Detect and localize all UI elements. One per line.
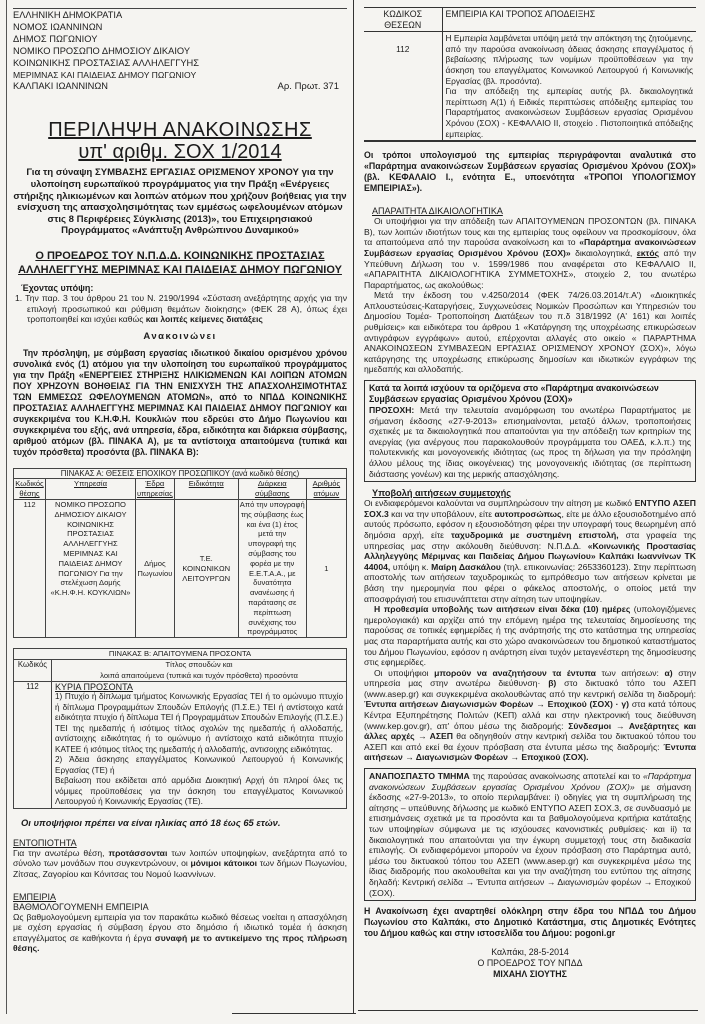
text: και να την υποβάλουν, είτε [388,508,495,519]
table-a-header: Κωδικός θέσης [15,479,44,499]
table-a-header: Ειδικότητα [174,479,238,500]
divider [358,1010,698,1011]
table-row [364,32,696,141]
cell-persons: 1 [306,500,346,638]
submission-heading: Υποβολή αιτήσεων συμμετοχής [372,488,512,499]
experience-subheading: ΒΑΘΜΟΛΟΓΟΥΜΕΝΗ ΕΜΠΕΙΡΙΑ [13,901,149,912]
having-regard-item [13,293,347,325]
text: στην υπηρεσία μας στην ανωτέρω διεύθυνση· [364,667,696,689]
detachable-text [369,771,691,898]
text-bold: μόνιμοι κάτοικοι [190,858,257,869]
text: των δήμων Πωγωνίου, Ζίτσας, Ζαγορίου και Κόνιτσας του Νομού Ιωαννίνων. [13,858,347,880]
table-a [13,468,347,639]
header-line: ΚΑΛΠΑΚΙ ΙΩΑΝΝΙΝΩΝ [13,81,109,92]
text-italic: «Παράρτημα ανακοινώσεων Συμβάσεων εργασίας Ορισμένου Χρόνου (ΣΟΧ)» [369,771,691,792]
table-b-header-title [52,660,347,681]
header-title-line: λοιπά απαιτούμενα (τυπικά και τυχόν πρόσθετα) προσόντα [100,670,298,680]
posted-note: Η Ανακοίνωση έχει αναρτηθεί ολόκληρη στην έδρα του ΝΠΔΔ του Δήμου Πωγωνίου στο Καλπάκι, στο Δημοτικό Κατάστημα, στις Δημοτικές Ενότητες του Δήμου καθώς και στην ιστοσελίδα του Δήμου: pogoni.gr [364,906,696,939]
notice-box [364,380,696,482]
text: υπόψη κ. [390,561,432,572]
requirement-1: 1) Πτυχίο ή δίπλωμα τμήματος Κοινωνικής Εργασίας ΤΕΙ ή το ομώνυμο πτυχίο ή δίπλωμα Προγραμμάτων Σπουδών Επιλογής (Π.Σ.Ε.) ΤΕΙ ή αντίστοιχο κατά ειδικότητα πτυχίο ή δίπλωμα ΤΕΙ ή Προγραμμάτων Σπουδών Επιλογής (Π.Σ.Ε.) ΤΕΙ της ημεδαπής ή ισότιμος τίτλος σχολών της ημεδαπής ή αλλοδαπής, αντίστοιχης ειδικότητας ή το ομώνυμο ή αντίστοιχο κατά ειδικότητα πτυχίο ΚΑΤΕΕ ή ισότιμος τίτλος της ημεδαπής ή αλλοδαπής, αντισοιχης ειδικότητας. [55,692,343,754]
cell-code: 112 [14,681,52,808]
header-line: ΝΟΜΟΣ ΙΩΑΝΝΙΝΩΝ [13,21,103,32]
cell-proof [442,32,696,141]
text-bold: μπορούν να αναζητήσουν τα έντυπα [434,667,596,678]
text: θα οδηγηθούν στην κεντρική σελίδα του δικτυακού τόπου του ΑΣΕΠ και από εκεί θα έχουν πρόσβαση στα έντυπα μέσω της διαδρομής: [364,731,696,752]
text: στα γραφεία της υπηρεσίας μας στην ακόλουθη διεύθυνση: Ν.Π.Δ.Δ. [364,529,696,551]
table-row [14,500,347,638]
having-regard-label: Έχοντας υπόψη: [21,282,94,293]
age-note: Οι υποψήφιοι πρέπει να είναι ηλικίας από 18 έως 65 ετών. [21,816,281,828]
table-row [14,681,347,808]
text: Ως βαθμολογούμενη εμπειρία για τον παρακάτω κωδικό θέσεως νοείται η απασχόληση με σχέση εργασίας ή σύμβαση έργου στο δημόσιο ή ιδιωτικό τομέα ή άσκηση επαγγέλματος σε καθήκοντα ή έργα [13,911,347,943]
text: από την Υπεύθυνη Δήλωση του ν. 1599/1986 που αναφέρεται στο ΚΕΦΑΛΑΙΟ ΙΙ, «ΑΠΑΡΑΙΤΗΤΑ ΔΙΚΑΙΟΛΟΓΗΤΙΚΑ ΣΥΜΜΕΤΟΧΗΣ», στοιχείο 2, του ανωτέρω Παραρτήματος, ως ακολούθως: [364,247,696,290]
table-a-header: Διάρκεια σύμβασης [238,479,306,500]
experience-table-header-code: ΚΩΔΙΚΟΣ ΘΕΣΕΩΝ [364,8,442,32]
text: στα κατά τόπους Κέντρα Εξυπηρέτησης Πολιτών (ΚΕΠ) αλλά και στην ηλεκτρονική τους διεύθυνση (www.kep.gov.gr), απ' όπου μέσω της διαδρομής: [364,699,696,731]
proof-text: Για την απόδειξη της εμπειρίας αυτής βλ. δικαιολογητικά περίπτωση Α(1) ή Ειδικές περιπτώσεις απόδειξης εμπειρίας του Παραρτήματος ανακοινώσεων Συμβάσεων εργασίας Ορισμένου Χρόνου (ΣΟΧ) - ΚΕΦΑΛΑΙΟ ΙΙ, στοιχείο . Πιστοποιητικά απόδειξης εμπειρίας. [445,86,693,139]
table-a-header: Έδρα υπηρεσίας [137,479,173,499]
notice-heading: Κατά τα λοιπά ισχύουν τα οριζόμενα στο «Παράρτημα ανακοινώσεων Συμβάσεων εργασίας Ορισμένου Χρόνου (ΣΟΧ)» [369,383,659,405]
text-bold: προτάσσονται [108,847,168,858]
submission-paragraph-3 [364,668,696,763]
left-column [6,0,354,1014]
experience-text [13,912,347,954]
requirement-3: Βεβαίωση που εκδίδεται από αρμόδια Διοικητική Αρχή ότι πληροί όλες τις νόμιμες προϋποθέσεις για την άσκηση του επαγγέλματος Κοινωνικού Λειτουργού ή Κοινωνικής Εργασίας (ΤΕ). [55,776,343,807]
signatory-name: ΜΙΧΑΗΛ ΣΙΟΥΤΗΣ [493,969,567,980]
calc-methods: Οι τρόποι υπολογισμού της εμπειρίας περιγράφονται αναλυτικά στο «Παράρτημα ανακοινώσεων Συμβάσεων εργασίας Ορισμένου Χρόνου (ΣΟΧ)» (βλ. ΚΕΦΑΛΑΙΟ Ι., ενότητα Ε., υποενότητα «ΤΡΟΠΟΙ ΥΠΟΛΟΓΙΣΜΟΥ ΕΜΠΕΙΡΙΑΣ»). [364,150,696,194]
table-b-caption: ΠΙΝΑΚΑΣ Β: ΑΠΑΙΤΟΥΜΕΝΑ ΠΡΟΣΟΝΤΑ [14,649,347,660]
signature-block [364,947,696,980]
text: (υπολογιζόμενες ημερολογιακά) και αρχίζει από την επόμενη ημέρα της τελευταίας δημοσίευσης της παρούσας σε τοπικές εφημερίδες ή της ανάρτησής της στο κατάστημα της υπηρεσίας μας στα παραρτήματα αυτής και στο χώρο ανακοινώσεων του δημοτικού καταστήματος του Δήμου Πωγωνίου, εφόσον η ανάρτηση είναι τυχόν μεταγενέστερη της δημοσίευσης στις εφημερίδες. [364,604,696,668]
text: της παρούσας ανακοίνωσης αποτελεί και το [469,771,643,782]
divider [232,1013,356,1014]
table-b-header-code: Κωδικός [14,660,52,681]
cell-seat: Δήμος Πωγωνίου [136,500,175,638]
text: με σήμανση έκδοσης «27-9-2013», το οποίο περιλαμβάνει: i) οδηγίες για τη συμπλήρωση της αίτησης – υπεύθυνης δήλωσης με κωδικό ΕΝΤΥΠΟ ΑΣΕΠ ΣΟΧ.3, σε συνδυασμό με επισημάνσεις σχετικά με τα προσόντα και τα βαθμολογούμενα κριτήρια κατάταξης των υποψηφίων σύμφωνα με τις ισχύουσες κανονιστικές ρυθμίσεις· και ii) τα δικαιολογητικά που απαιτούνται για την έγκυρη συμμετοχή τους στη διαδικασία επιλογής. Οι ενδιαφερόμενοι μπορούν να έχουν πρόσβαση στο Παράρτημα αυτό, μέσω του δικτυακού τόπου του ΑΣΕΠ (www.asep.gr) και συγκεκριμένα μέσω της ίδιας διαδρομής που ακολουθείται και για την αναζήτηση του εντύπου της αίτησης δηλαδή: Κεντρική σελίδα → Έντυπα αιτήσεων → Διαγωνισμών φορέων → Εποχικού (ΣΟΧ). [369,781,691,898]
detachable-label: ΑΝΑΠΟΣΠΑΣΤΟ ΤΜΗΜΑ [369,771,470,782]
header-line: ΕΛΛΗΝΙΚΗ ΔΗΜΟΚΡΑΤΙΑ [13,10,123,20]
header-line: ΔΗΜΟΣ ΠΩΓΩΝΙΟΥ [13,33,98,44]
locality-text [13,848,347,880]
submission-paragraph-2 [364,604,696,668]
text: Μετά την τελευταία αναμόρφωση του ανωτέρω Παραρτήματος με σήμανση έκδοσης «27-9-2013» επισημαίνονται, μεταξύ άλλων, τροποποιήσεις σχετικές με τα δικαιολογητικά που απαιτούνται για την απόδειξη των κριτηρίων της ανεργίας (για ανέργους που παρακολουθούν προγράμματα του ΟΑΕΔ, κ.λ.π.) της πολυτεκνικής και μονογονεικής ιδιότητας (ως προς τη δήλωση για την πρόσληψη άλλου μέλους της ίδιας οικογένειας) της μονογονεικής ιδιότητας (σε περίπτωση διάστασης γονέων) και της μερικής απασχόλησης. [369,405,691,479]
text-bold: Σύνδεσμοι → Ανεξάρτητες και άλλες αρχές → ΑΣΕΠ [364,720,696,742]
announcement-number: υπ' αριθμ. ΣΟΧ 1/2014 [78,141,282,164]
announcement-title: ΠΕΡΙΛΗΨΗ ΑΝΑΚΟΙΝΩΣΗΣ [48,119,312,142]
header-line: ΚΟΙΝΩΝΙΚΗΣ ΠΡΟΣΤΑΣΙΑΣ ΑΛΛΗΛΕΓΓΥΗΣ [13,57,200,68]
cell-code: 112 [364,32,442,141]
text-bold: συναφή με το αντικείμενο της προς πλήρωση θέσης. [13,932,347,954]
issuer-header [13,8,347,93]
signatory-role: Ο ΠΡΟΕΔΡΟΣ ΤΟΥ ΝΠΔΔ [477,958,583,969]
text-bold: «Παράρτημα ανακοινώσεων Συμβάσεων εργασίας Ορισμένου Χρόνου (ΣΟΧ)» [364,237,696,258]
item-text: 1. Την παρ. 3 του άρθρου 21 του Ν. 2190/1994 «Σύσταση ανεξάρτητης αρχής για την επιλογή προσωπικού και ρύθμιση θεμάτων διοίκησης» (ΦΕΚ 28 Α), όπως έχει τροποποιηθεί και ισχύει καθώς [15,292,347,325]
text-bold: εκτός [636,247,660,258]
main-qualifications-heading: ΚΥΡΙΑ ΠΡΟΣΟΝΤΑ [55,681,133,692]
detachable-section-box [364,768,696,901]
cell-requirements [52,681,347,808]
experience-heading: ΕΜΠΕΙΡΙΑ [13,891,57,902]
hire-paragraph: Την πρόσληψη, με σύμβαση εργασίας ιδιωτικού δικαίου ορισμένου χρόνου συνολικά ενός (1) ατόμου για την υλοποίηση του ευρωπαϊκού προγράμματος για την Πράξη «ΕΝΕΡΓΕΙΕΣ ΣΤΗΡΙΞΗΣ ΗΛΙΚΙΩΜΕΝΩΝ ΚΑΙ ΛΟΙΠΩΝ ΑΤΟΜΩΝ ΠΟΥ ΧΡΗΖΟΥΝ ΒΟΗΘΕΙΑΣ ΓΙΑ ΤΗΝ ΕΝΙΣΧΥΣΗ ΤΗΣ ΑΠΑΣΧΟΛΗΣΙΜΟΤΗΤΑΣ ΤΩΝ ΕΜΜΕΣΩΣ ΩΦΕΛΟΥΜΕΝΩΝ ΑΤΟΜΩΝ», από το ΝΠΔΔ ΚΟΙΝΩΝΙΚΗΣ ΠΡΟΣΤΑΣΙΑΣ ΑΛΛΗΛΕΓΓΥΗΣ ΜΕΡΙΜΝΑΣ ΚΑΙ ΠΑΙΔΕΙΑΣ ΔΗΜΟΥ ΠΩΓΩΝΙΟΥ και συγκεκριμένα του Κ.Η.Φ.Η. Κουκλιών που εδρεύει στο Δήμο Πωγωνίου και συγκεκριμένα του εξής, ανά υπηρεσία, έδρα, ειδικότητα και διάρκεια σύμβασης, αριθμού ατόμων (βλ. ΠΙΝΑΚΑ Α), με τα αντίστοιχα απαιτούμενα (τυπικά και τυχόν πρόσθετα) προσόντα (βλ. ΠΙΝΑΚΑ Β): [13,347,347,457]
cell-duration: Από την υπογραφή της σύμβασης έως και ένα (1) έτος μετά την υπογραφή της σύμβασης του φορέα με την Ε.Ε.Τ.Α.Α., με δυνατότητα ανανέωσης ή παράτασης σε περίπτωση συνέχισης του προγράμματος [239,500,305,637]
item-text-bold: και λοιπές κείμενες διατάξεις [145,314,263,325]
notice-text [369,405,691,479]
text-bold: ΕΝΤΥΠΟ ΑΣΕΠ ΣΟΧ.3 [364,498,696,519]
attention-label: ΠΡΟΣΟΧΗ: [369,405,415,416]
place-date: Καλπάκι, 28-5-2014 [491,947,569,958]
table-b [13,648,347,809]
text-bold: Η προθεσμία υποβολής των αιτήσεων είναι δέκα (10) ημέρες [374,604,631,615]
text: των αιτήσεων: [595,667,665,678]
submission-paragraph-1 [364,498,696,604]
text-bold: αυτοπροσώπως [494,508,562,519]
text-bold: Έντυπα αιτήσεων → Διαγωνισμών Φορέων → Εποχικού (ΣΟΧ). [364,741,696,763]
table-a-header: Υπηρεσία [46,479,136,500]
header-line: ΜΕΡΙΜΝΑΣ ΚΑΙ ΠΑΙΔΕΙΑΣ ΔΗΜΟΥ ΠΩΓΩΝΙΟΥ [13,69,197,80]
documents-paragraph-1 [364,216,696,290]
president-heading: Ο ΠΡΟΕΔΡΟΣ ΤΟΥ Ν.Π.Δ.Δ. ΚΟΙΝΩΝΙΚΗΣ ΠΡΟΣΤΑΣΙΑΣ ΑΛΛΗΛΕΓΓΥΗΣ ΜΕΡΙΜΝΑΣ ΚΑΙ ΠΑΙΔΕΙΑΣ ΔΗΜΟΥ ΠΩΓΩΝΙΟΥ [18,249,342,276]
table-a-header: Αριθμός ατόμων [306,479,346,500]
proof-text: Η Εμπειρία λαμβάνεται υπόψη μετά την απόκτηση της ζητούμενης, από την παρούσα ανακοίνωση άδειας άσκησης επαγγέλματος ή βεβαίωσης πλήρωσης των νομίμων προϋποθέσεων για την άσκηση του επαγγέλματος Κοινωνικού Λειτουργού ή Κοινωνικής Εργασίας (βλ. προσόντα). [445,33,693,86]
text: στο δικτυακό τόπο του ΑΣΕΠ (www.asep.gr) και συγκεκριμένα ακολουθώντας από την κεντρική σελίδα τη διαδρομή: [364,678,696,699]
locality-heading: ΕΝΤΟΠΙΟΤΗΤΑ [13,837,77,848]
text: δικαιολογητικά, [570,247,637,258]
table-a-caption: ΠΙΝΑΚΑΣ Α: ΘΕΣΕΙΣ ΕΠΟΧΙΚΟΥ ΠΡΟΣΩΠΙΚΟΥ (ανά κωδικό θέσης) [14,468,347,479]
text-bold: β) [548,678,557,689]
text-bold: «Κοινωνικής Προστασίας Αλληλεγγύης Μέριμνας και Παιδείας Δήμου Πωγωνίου» Καλπάκι Ιωαννίνων ΤΚ 44004, [364,540,696,572]
requirement-2: 2) Άδεια άσκησης επαγγέλματος Κοινωνικού Λειτουργού ή Κοινωνικής Εργασίας (ΤΕ) ή [55,755,343,775]
text: (τηλ. επικοινωνίας: 2653360123). Στην περίπτωση αποστολής των αιτήσεων ταχυδρομικώς το εμπρόθεσμο των αιτήσεων κρίνεται με βάση την ημερομηνία που φέρει ο φάκελος αποστολής, ο οποίος μετά την αποσφράγισή του επισυνάπτεται στην αίτηση των υποψηφίων. [364,561,696,604]
cell-code: 112 [14,500,46,638]
documents-heading: ΑΠΑΡΑΙΤΗΤΑ ΔΙΚΑΙΟΛΟΓΗΤΙΚΑ [372,206,503,217]
text: Οι ενδιαφερόμενοι καλούνται να συμπληρώσουν την αίτηση με κωδικό [364,498,635,509]
announces-heading: Ανακοινώνει [143,330,217,342]
text-bold: ταχυδρομικά με συστημένη επιστολή, [451,529,619,540]
announcement-subtitle: Για τη σύναψη ΣΥΜΒΑΣΗΣ ΕΡΓΑΣΙΑΣ ΟΡΙΣΜΕΝΟΥ ΧΡΟΝΟΥ για την υλοποίηση ευρωπαϊκού προγράμματος για την Πράξη «Ενέργειες στήριξης ηλικιωμένων και λοιπών ατόμων που χρήζουν βοήθειας για την ενίσχυση της απασχολησιμότητας των εμμέσως ωφελουμένων ατόμων στις 8 Περιφέρειες Σύγκλισης (2013)», του Επιχειρησιακού Προγράμματος «Ανάπτυξη Ανθρώπινου Δυναμικού» [13,167,347,237]
header-title-line: Τίτλος σπουδών και [165,660,233,670]
text: Οι υποψήφιοι [374,667,435,678]
experience-table-header-proof: ΕΜΠΕΙΡΙΑ ΚΑΙ ΤΡΟΠΟΣ ΑΠΟΔΕΙΞΗΣ [442,8,696,32]
text: των λοιπών υποψηφίων, ανεξάρτητα από το σύνολο των μονάδων που συγκεντρώνουν, οι [13,847,347,869]
documents-paragraph-2: Μετά την έκδοση του ν.4250/2014 (ΦΕΚ 74/26.03.2014/τ.Α') «Διοικητικές Απλουστεύσεις-Καταργήσεις, Συγχωνεύσεις Νομικών Προσώπων και Υπηρεσιών του Δημοσίου Τομέα- Τροποποίηση Διατάξεων του π.δ 318/1992 (Α' 161) και λοιπές ρυθμίσεις» και ειδικότερα του άρθρου 1 «Κατάργηση της υποχρέωσης επικυρώσεων αντιγράφων εγγράφων» αυτού, επέρχονται αλλαγές στο οικείο « ΠΑΡΑΡΤΗΜΑ ΑΝΑΚΟΙΝΩΣΕΩΝ ΣΥΜΒΑΣΕΩΝ ΕΡΓΑΣΙΑΣ ΟΡΙΣΜΕΝΟΥ ΧΡΟΝΟΥ (ΣΟΧ)», λόγω κατάργησης της υποχρέωσης επικύρωσης δημοσίων και ιδιωτικών εγγράφων της ημεδαπής και αλλοδαπής. [364,290,696,375]
text: Για την ανωτέρω θέση, [13,847,109,858]
cell-service: ΝΟΜΙΚΟ ΠΡΟΣΩΠΟ ΔΗΜΟΣΙΟΥ ΔΙΚΑΙΟΥ ΚΟΙΝΩΝΙΚΗΣ ΠΡΟΣΤΑΣΙΑΣ ΑΛΛΗΛΕΓΓΥΗΣ ΜΕΡΙΜΝΑΣ ΚΑΙ ΠΑΙΔΕΙΑΣ ΔΗΜΟΥ ΠΩΓΩΝΙΟΥ Για την στελέχωση Δομής «Κ.Η.Φ.Η. ΚΟΥΚΛΙΩΝ» [46,500,136,638]
header-line: ΝΟΜΙΚΟ ΠΡΟΣΩΠΟ ΔΗΜΟΣΙΟΥ ΔΙΚΑΙΟΥ [13,45,191,56]
right-column [358,0,700,980]
text-bold: Μαίρη Δασκάλου [431,561,501,572]
text: , είτε με άλλο εξουσιοδοτημένο από αυτούς πρόσωπο, εφόσον η εξουσιοδότηση φέρει την υπογραφή τους θεωρημένη από δημόσια αρχή, είτε [364,508,696,540]
text: Οι υποψήφιοι για την απόδειξη των ΑΠΑΙΤΟΥΜΕΝΩΝ ΠΡΟΣΟΝΤΩΝ (βλ. ΠΙΝΑΚΑ Β), των λοιπών ιδιοτήτων τους και της εμπειρίας τους οφείλουν να προσκομίσουν, όλα τα απαιτούμενα από την παρούσα ανακοίνωση και το [364,216,696,248]
text-bold: Έντυπα αιτήσεων Διαγωνισμών Φορέων → Εποχικού (ΣΟΧ) · γ) [364,699,630,710]
text-bold: α) [664,667,673,678]
cell-specialty: Τ.Ε. ΚΟΙΝΩΝΙΚΩΝ ΛΕΙΤΟΥΡΓΩΝ [174,500,238,638]
experience-table [364,7,696,142]
protocol-number: Αρ. Πρωτ. 371 [277,81,339,93]
